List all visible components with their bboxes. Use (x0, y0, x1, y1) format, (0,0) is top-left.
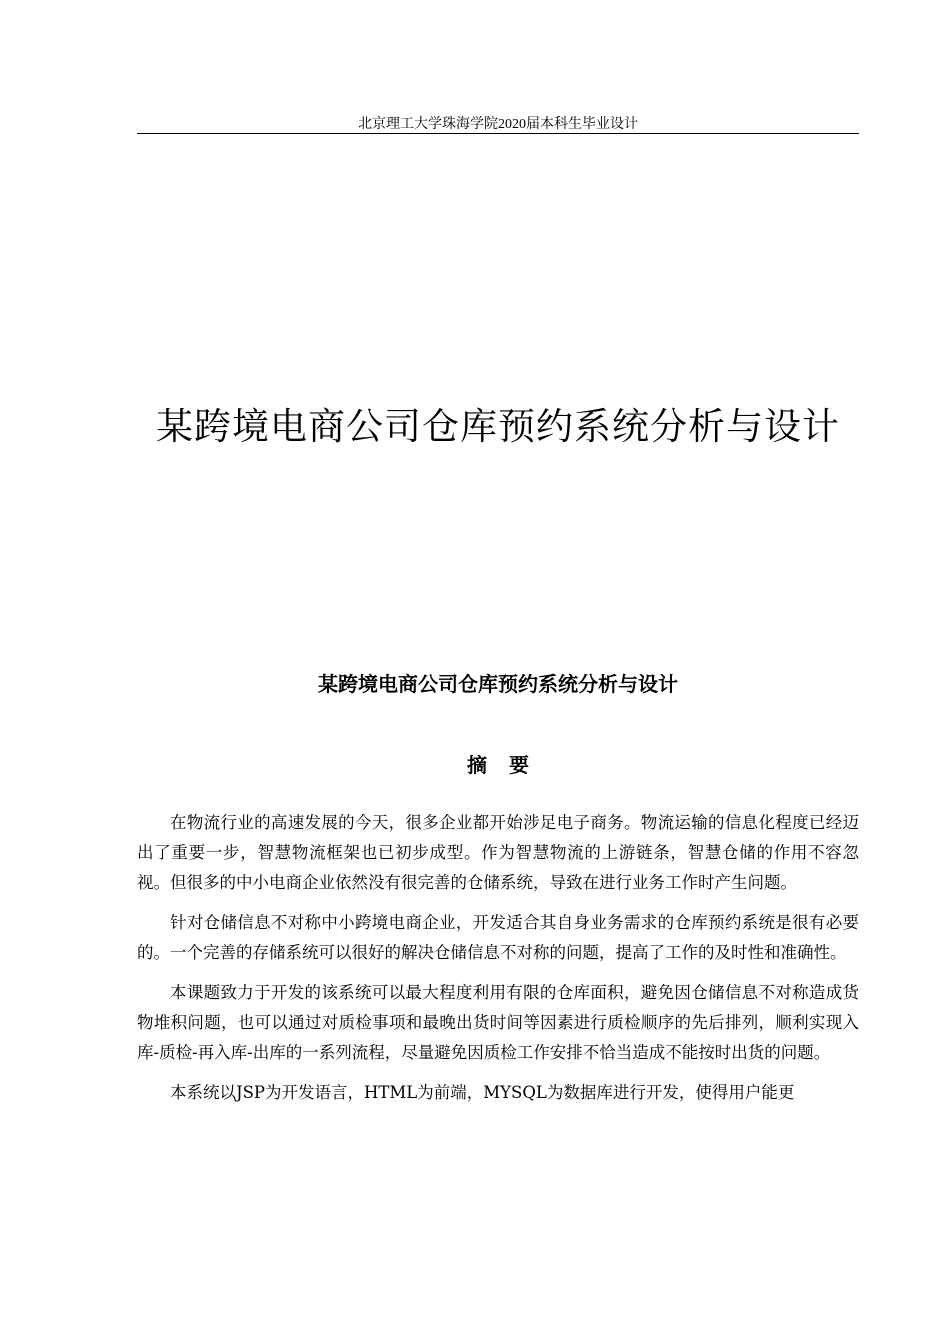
thesis-subtitle: 某跨境电商公司仓库预约系统分析与设计 (318, 672, 678, 696)
abstract-paragraph: 本系统以JSP为开发语言，HTML为前端，MYSQL为数据库进行开发，使得用户能更 (170, 1083, 795, 1102)
thesis-title: 某跨境电商公司仓库预约系统分析与设计 (156, 405, 840, 448)
header-rule (137, 133, 859, 134)
abstract-body (137, 808, 859, 1118)
abstract-paragraph: 针对仓储信息不对称中小跨境电商企业，开发适合其自身业务需求的仓库预约系统是很有必要的。一个完善的存储系统可以很好的解决仓储信息不对称的问题，提高了工作的及时性和准确性。 (137, 913, 859, 962)
abstract-paragraph: 在物流行业的高速发展的今天，很多企业都开始涉足电子商务。物流运输的信息化程度已经迈出了重要一步，智慧物流框架也已初步成型。作为智慧物流的上游链条，智慧仓储的作用不容忽视。但很多的中小电商企业依然没有很完善的仓储系统，导致在进行业务工作时产生问题。 (137, 813, 859, 892)
abstract-heading: 摘要 (467, 753, 551, 777)
abstract-paragraph: 本课题致力于开发的该系统可以最大程度利用有限的仓库面积，避免因仓储信息不对称造成货物堆积问题，也可以通过对质检事项和最晚出货时间等因素进行质检顺序的先后排列，顺利实现入库-质检-再入库-出库的一系列流程，尽量避免因质检工作安排不恰当造成不能按时出货的问题。 (137, 983, 859, 1062)
page-header: 北京理工大学珠海学院2020届本科生毕业设计 (358, 117, 638, 132)
